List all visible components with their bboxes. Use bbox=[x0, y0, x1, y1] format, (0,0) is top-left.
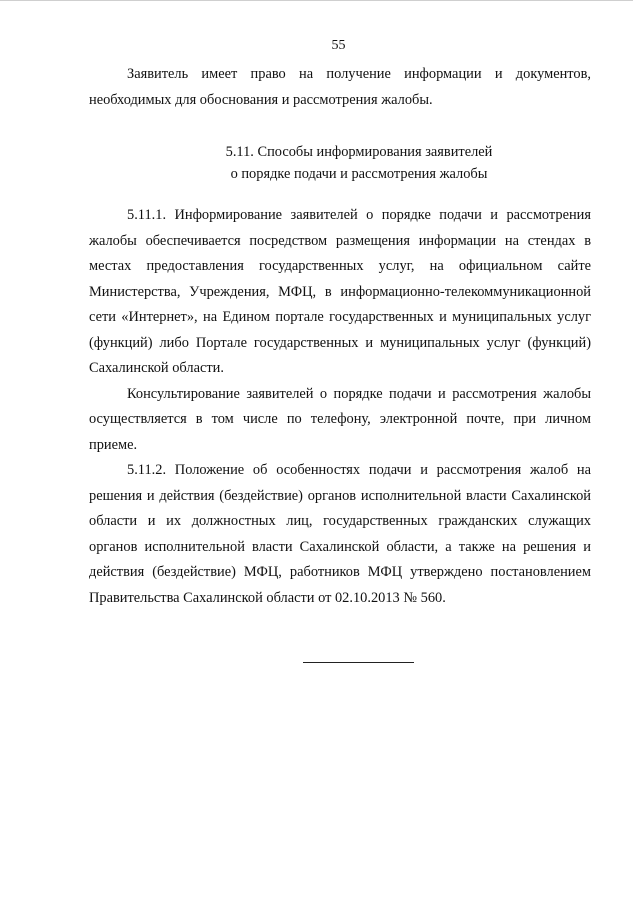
paragraph-5-11-1: 5.11.1. Информирование заявителей о порядке подачи и рассмотрения жалобы обеспечивается посредством размещения информации на стендах в местах предоставления государственных услуг, на официальном сайте Министерства, Учреждения, МФЦ, в информационно-телекоммуникационной сети «Интернет», на Едином портале государственных и муниципальных услуг (функций) либо Портале государственных и муниципальных услуг (функций) Сахалинской области. bbox=[89, 207, 591, 376]
paragraph-consultation: Консультирование заявителей о порядке подачи и рассмотрения жалобы осуществляется в том числе по телефону, электронной почте, при личном приеме. bbox=[89, 385, 591, 453]
section-heading-line-1: 5.11. Способы информирования заявителей bbox=[225, 144, 493, 160]
page-number: 55 bbox=[331, 38, 346, 53]
scan-edge-line bbox=[0, 0, 633, 1]
section-heading bbox=[89, 141, 629, 185]
intro-paragraph: Заявитель имеет право на получение информации и документов, необходимых для обоснования и рассмотрения жалобы. bbox=[89, 66, 591, 108]
intro-block bbox=[89, 62, 591, 113]
end-of-text-rule bbox=[303, 662, 414, 663]
paragraph-5-11-2: 5.11.2. Положение об особенностях подачи и рассмотрения жалоб на решения и действия (бездействие) органов исполнительной власти Сахалинской области и их должностных лиц, государственных гражданских служащих органов исполнительной власти Сахалинской области, а также на решения и действия (бездействие) МФЦ, работников МФЦ утверждено постановлением Правительства Сахалинской области от 02.10.2013 № 560. bbox=[89, 462, 591, 606]
section-heading-line-2: о порядке подачи и рассмотрения жалобы bbox=[230, 166, 488, 182]
section-body bbox=[89, 203, 591, 611]
